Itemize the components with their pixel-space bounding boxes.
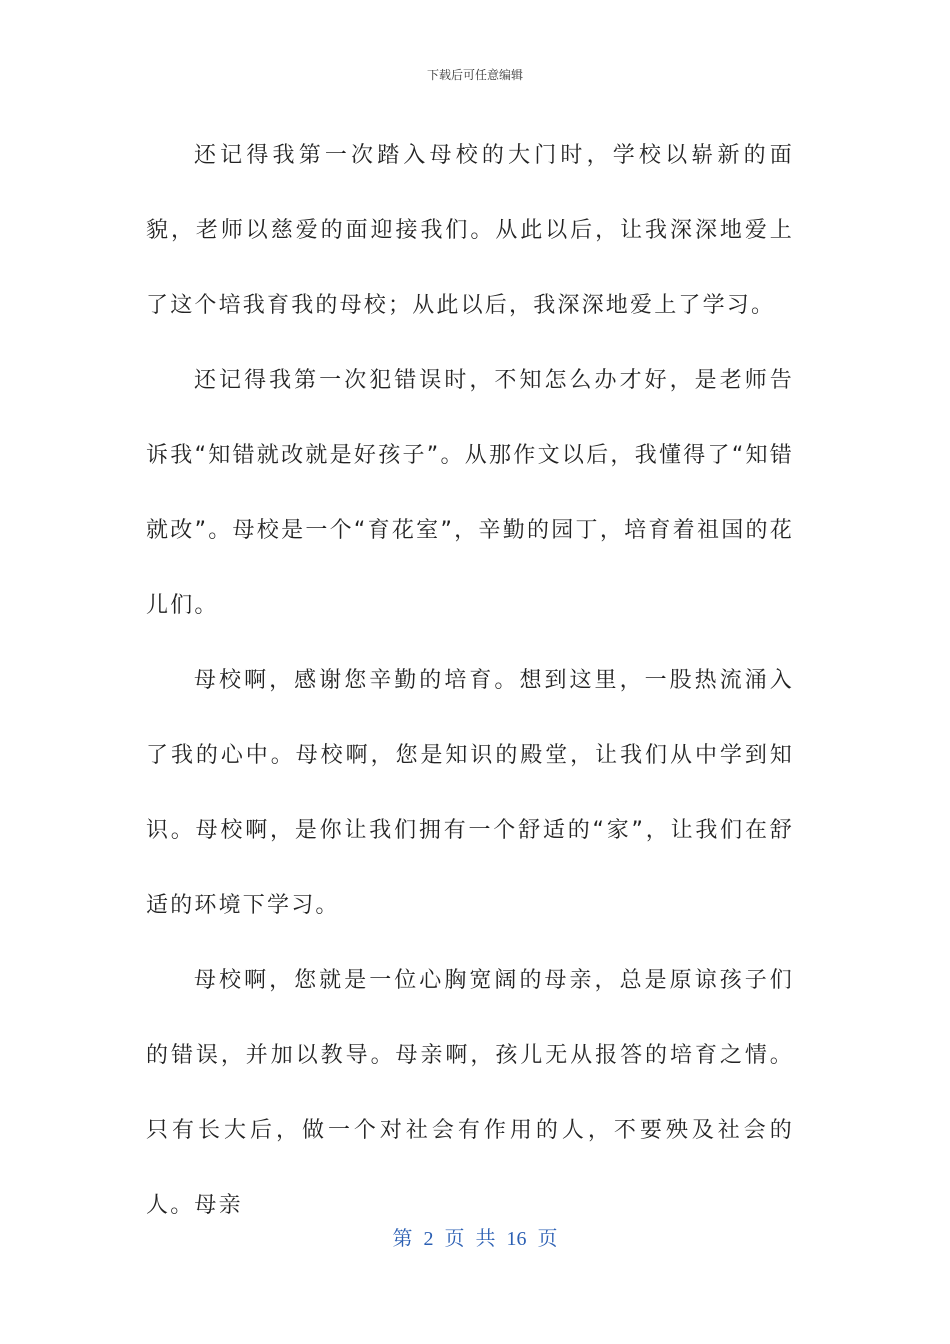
paragraph-2: 还记得我第一次犯错误时，不知怎么办才好，是老师告诉我“知错就改就是好孩子”。从那作文以后，我懂得了“知错就改”。母校是一个“育花室”，辛勤的园丁，培育着祖国的花儿们。	[146, 368, 794, 618]
paragraph-4: 母校啊，您就是一位心胸宽阔的母亲，总是原谅孩子们的错误，并加以教导。母亲啊，孩儿无从报答的培育之情。只有长大后，做一个对社会有作用的人，不要殃及社会的人。母亲	[146, 968, 794, 1218]
document-body	[146, 118, 794, 1243]
page-number-footer: 第 2 页 共 16 页	[392, 1228, 558, 1250]
paragraph-3: 母校啊，感谢您辛勤的培育。想到这里，一股热流涌入了我的心中。母校啊，您是知识的殿堂，让我们从中学到知识。母校啊，是你让我们拥有一个舒适的“家”，让我们在舒适的环境下学习。	[146, 668, 794, 918]
page-header: 下载后可任意编辑	[426, 68, 523, 82]
paragraph-1: 还记得我第一次踏入母校的大门时，学校以崭新的面貌，老师以慈爱的面迎接我们。从此以后，让我深深地爱上了这个培我育我的母校；从此以后，我深深地爱上了学习。	[146, 143, 794, 318]
